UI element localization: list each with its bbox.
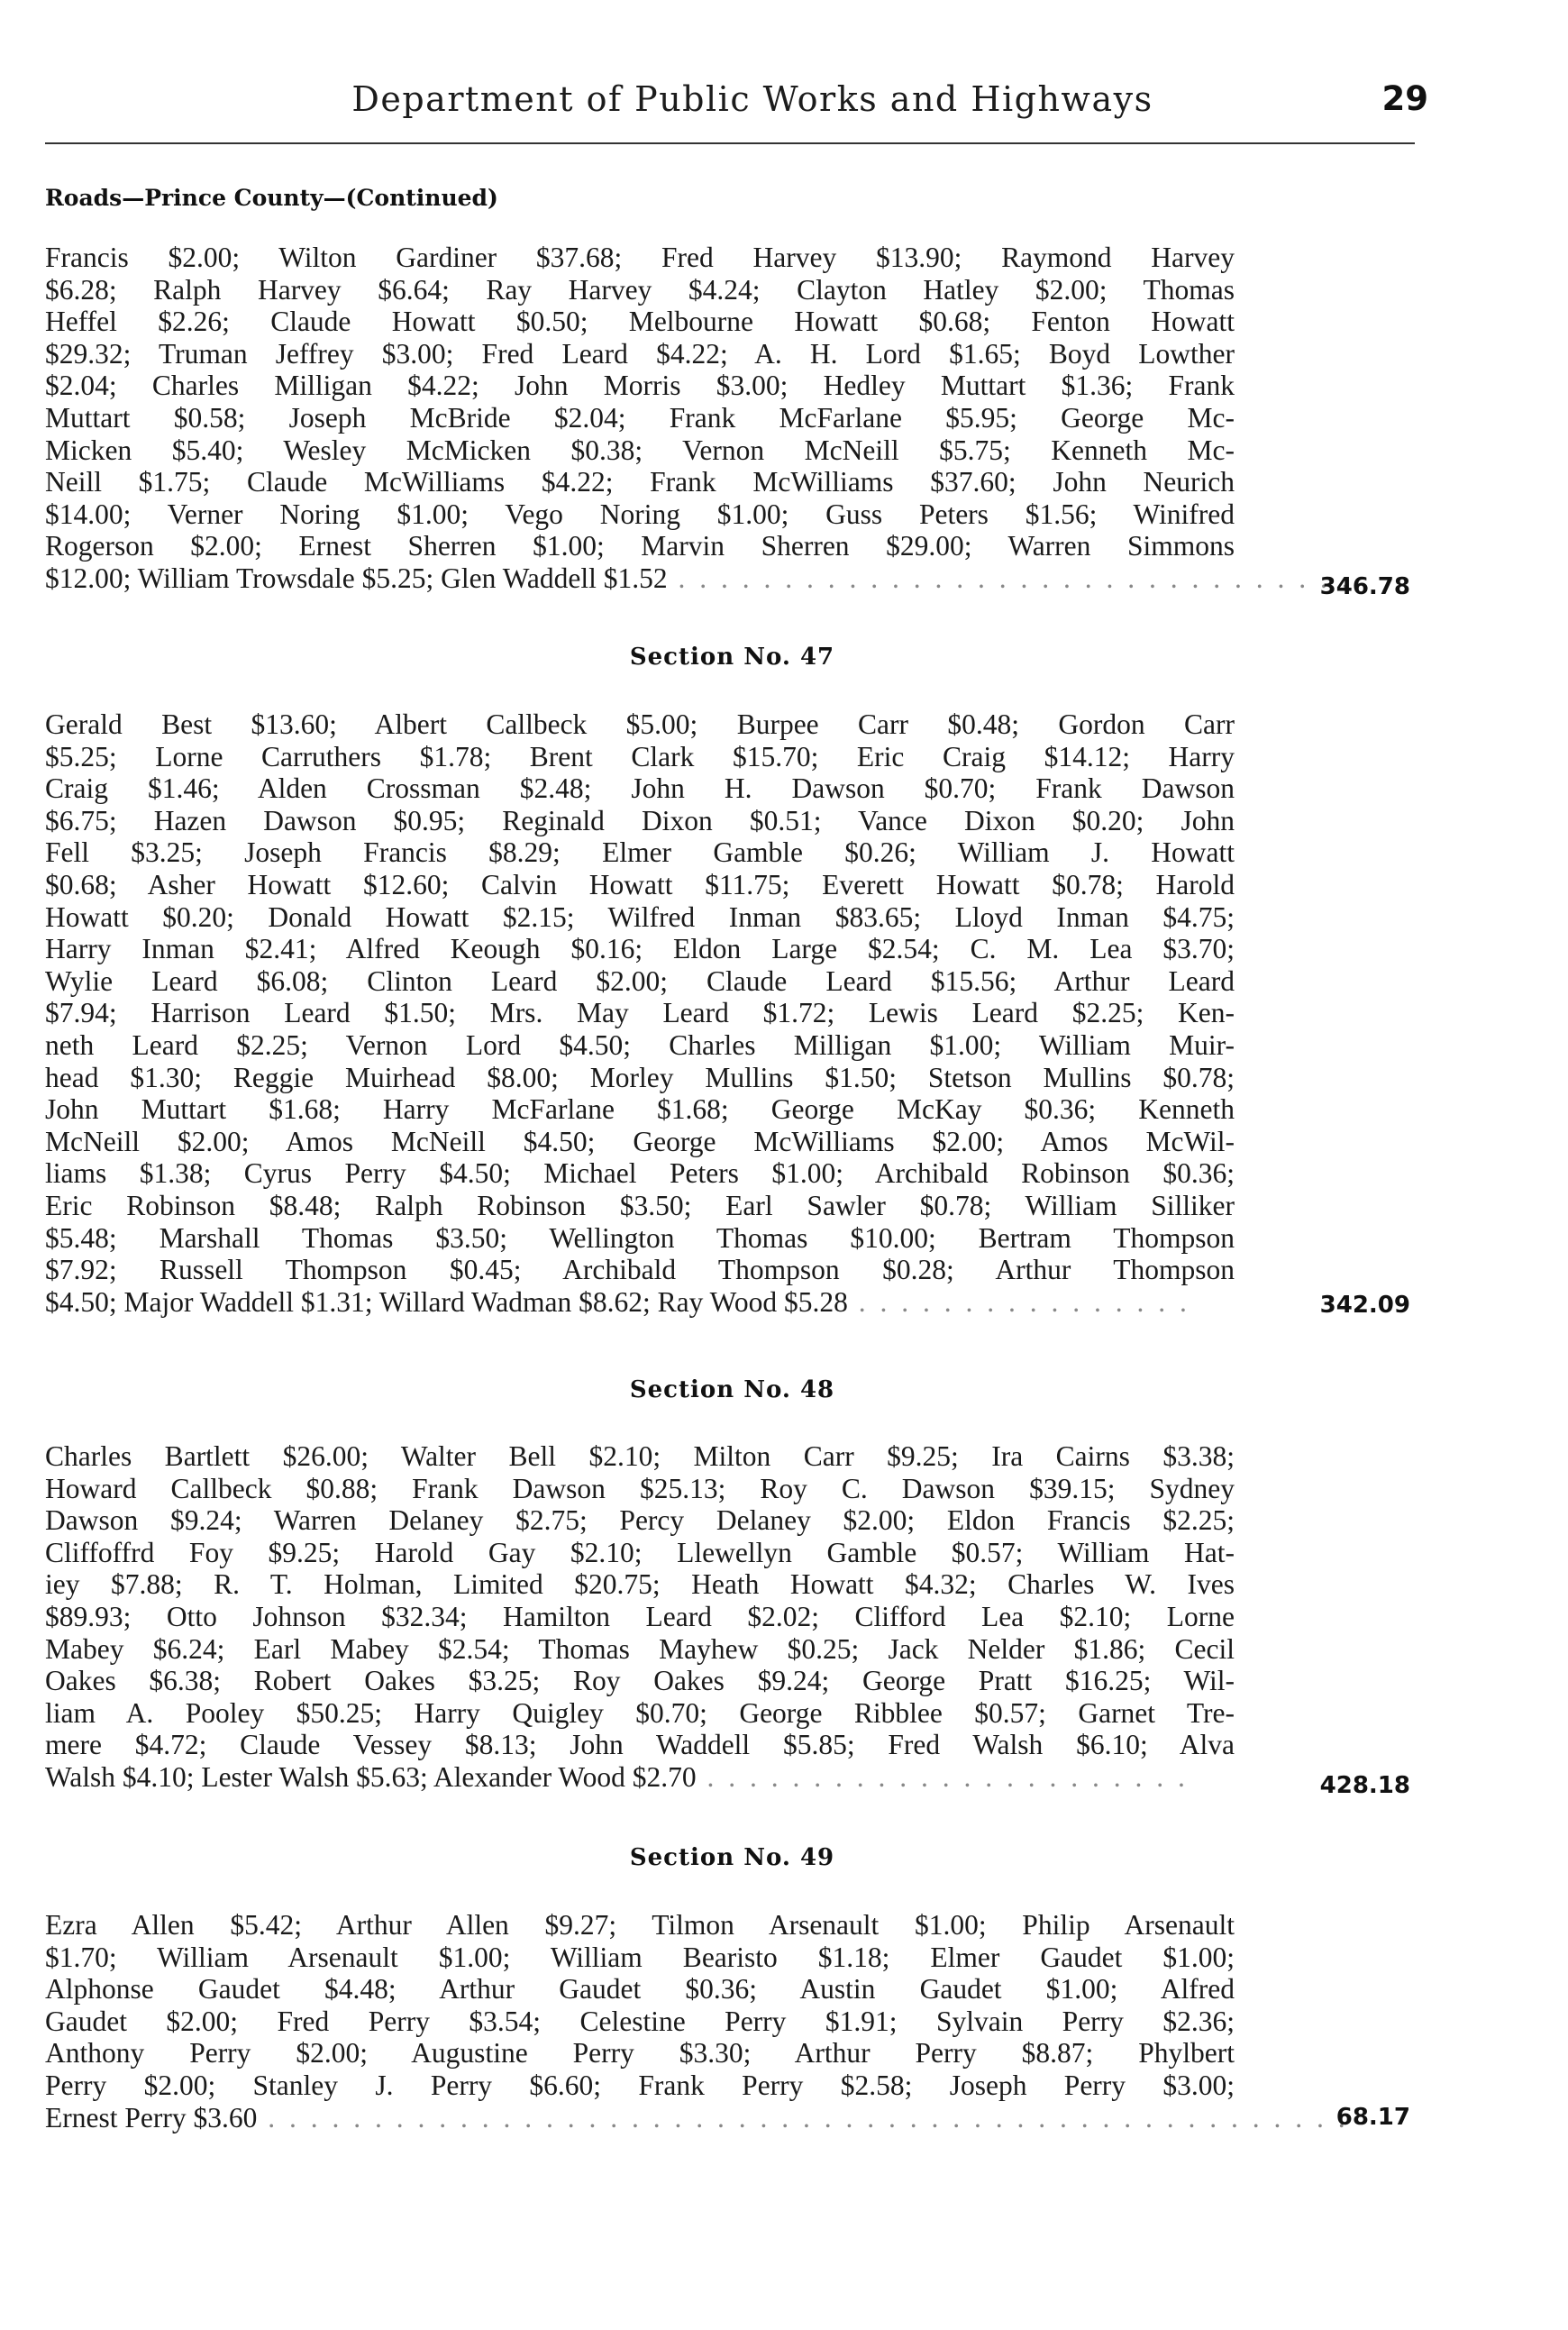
list-line: Neill $1.75; Claude McWilliams $4.22; Frank McWilliams $37.60; John Neurich — [45, 466, 1235, 498]
payee-list-continued — [45, 242, 1353, 595]
list-line: $7.94; Harrison Leard $1.50; Mrs. May Leard $1.72; Lewis Leard $2.25; Ken- — [45, 997, 1235, 1029]
list-line: Rogerson $2.00; Ernest Sherren $1.00; Marvin Sherren $29.00; Warren Simmons — [45, 530, 1235, 562]
list-line: $5.25; Lorne Carruthers $1.78; Brent Clark $15.70; Eric Craig $14.12; Harry — [45, 740, 1235, 772]
list-line: iey $7.88; R. T. Holman, Limited $20.75; Heath Howatt $4.32; Charles W. Ives — [45, 1568, 1235, 1601]
list-line: Fell $3.25; Joseph Francis $8.29; Elmer Gamble $0.26; William J. Howatt — [45, 836, 1235, 869]
list-line: Craig $1.46; Alden Crossman $2.48; John H. Dawson $0.70; Frank Dawson — [45, 772, 1235, 805]
list-line: Gerald Best $13.60; Albert Callbeck $5.00; Burpee Carr $0.48; Gordon Carr — [45, 708, 1235, 740]
list-line: Heffel $2.26; Claude Howatt $0.50; Melbourne Howatt $0.68; Fenton Howatt — [45, 306, 1235, 338]
list-line: $29.32; Truman Jeffrey $3.00; Fred Leard $4.22; A. H. Lord $1.65; Boyd Lowther — [45, 337, 1235, 370]
running-head: Roads—Prince County—(Continued) — [45, 185, 498, 211]
list-line: $5.48; Marshall Thomas $3.50; Wellington Thomas $10.00; Bertram Thompson — [45, 1221, 1235, 1254]
payee-list-section-49 — [45, 1909, 1349, 2134]
page-header — [45, 79, 1428, 142]
list-line-last: $12.00; William Trowsdale $5.25; Glen Waddell $1.52 . . . . . . . . . . . . . . . . . . . . . . . . . . . . . . . . — [45, 562, 1353, 594]
list-line: McNeill $2.00; Amos McNeill $4.50; George McWilliams $2.00; Amos McWil- — [45, 1125, 1235, 1157]
list-line: Charles Bartlett $26.00; Walter Bell $2.10; Milton Carr $9.25; Ira Cairns $3.38; — [45, 1440, 1235, 1472]
list-line: $0.68; Asher Howatt $12.60; Calvin Howatt $11.75; Everett Howatt $0.78; Harold — [45, 868, 1235, 900]
leader-dots: . . . . . . . . . . . . . . . . . . . . . . . . . . . . . . . . — [667, 562, 1353, 594]
list-line: Mabey $6.24; Earl Mabey $2.54; Thomas Mayhew $0.25; Jack Nelder $1.86; Cecil — [45, 1632, 1235, 1665]
list-line: Gaudet $2.00; Fred Perry $3.54; Celestine Perry $1.91; Sylvain Perry $2.36; — [45, 2005, 1235, 2037]
list-line: Anthony Perry $2.00; Augustine Perry $3.30; Arthur Perry $8.87; Phylbert — [45, 2037, 1235, 2070]
list-line: liams $1.38; Cyrus Perry $4.50; Michael Peters $1.00; Archibald Robinson $0.36; — [45, 1157, 1235, 1190]
list-line-last: Ernest Perry $3.60 . . . . . . . . . . . . . . . . . . . . . . . . . . . . . . . . . . . . . . . . . . . . . . . . . . . — [45, 2101, 1349, 2134]
list-line: Dawson $9.24; Warren Delaney $2.75; Percy Delaney $2.00; Eldon Francis $2.25; — [45, 1504, 1235, 1537]
leader-dots: . . . . . . . . . . . . . . . . . . . . . . . — [696, 1760, 1189, 1793]
section-total: 346.78 — [1319, 573, 1410, 600]
list-line: Cliffoffrd Foy $9.25; Harold Gay $2.10; Llewellyn Gamble $0.57; William Hat- — [45, 1536, 1235, 1568]
list-line: $6.28; Ralph Harvey $6.64; Ray Harvey $4.24; Clayton Hatley $2.00; Thomas — [45, 273, 1235, 306]
list-line: $6.75; Hazen Dawson $0.95; Reginald Dixon $0.51; Vance Dixon $0.20; John — [45, 804, 1235, 836]
payee-list-section-47 — [45, 708, 1235, 1318]
list-line: John Muttart $1.68; Harry McFarlane $1.68; George McKay $0.36; Kenneth — [45, 1093, 1235, 1126]
list-line: Muttart $0.58; Joseph McBride $2.04; Frank McFarlane $5.95; George Mc- — [45, 401, 1235, 434]
list-line: $14.00; Verner Noring $1.00; Vego Noring $1.00; Guss Peters $1.56; Winifred — [45, 498, 1235, 530]
section-total: 342.09 — [1319, 1292, 1410, 1319]
list-line: Alphonse Gaudet $4.48; Arthur Gaudet $0.36; Austin Gaudet $1.00; Alfred — [45, 1973, 1235, 2006]
page-title: Department of Public Works and Highways — [351, 79, 1153, 119]
list-line: Wylie Leard $6.08; Clinton Leard $2.00; Claude Leard $15.56; Arthur Leard — [45, 964, 1235, 997]
section-heading: Section No. 47 — [629, 644, 835, 671]
section-total: 68.17 — [1336, 2104, 1410, 2131]
section-heading: Section No. 48 — [629, 1376, 835, 1403]
list-line: head $1.30; Reggie Muirhead $8.00; Morley Mullins $1.50; Stetson Mullins $0.78; — [45, 1061, 1235, 1093]
list-line: Perry $2.00; Stanley J. Perry $6.60; Frank Perry $2.58; Joseph Perry $3.00; — [45, 2069, 1235, 2101]
list-line: $89.93; Otto Johnson $32.34; Hamilton Leard $2.02; Clifford Lea $2.10; Lorne — [45, 1600, 1235, 1632]
list-line-last: Walsh $4.10; Lester Walsh $5.63; Alexander Wood $2.70 . . . . . . . . . . . . . . . . . . . . . . . — [45, 1760, 1189, 1793]
section-heading: Section No. 49 — [629, 1844, 835, 1871]
list-line: $2.04; Charles Milligan $4.22; John Morris $3.00; Hedley Muttart $1.36; Frank — [45, 370, 1235, 402]
list-line: neth Leard $2.25; Vernon Lord $4.50; Charles Milligan $1.00; William Muir- — [45, 1028, 1235, 1061]
list-line: Ezra Allen $5.42; Arthur Allen $9.27; Tilmon Arsenault $1.00; Philip Arsenault — [45, 1909, 1235, 1941]
page-number: 29 — [1381, 79, 1428, 118]
list-line: liam A. Pooley $50.25; Harry Quigley $0.70; George Ribblee $0.57; Garnet Tre- — [45, 1696, 1235, 1729]
list-line: mere $4.72; Claude Vessey $8.13; John Waddell $5.85; Fred Walsh $6.10; Alva — [45, 1729, 1235, 1761]
list-line: Oakes $6.38; Robert Oakes $3.25; Roy Oakes $9.24; George Pratt $16.25; Wil- — [45, 1665, 1235, 1697]
header-rule — [45, 142, 1415, 144]
list-line: Howatt $0.20; Donald Howatt $2.15; Wilfred Inman $83.65; Lloyd Inman $4.75; — [45, 900, 1235, 933]
leader-dots: . . . . . . . . . . . . . . . . . . . . . . . . . . . . . . . . . . . . . . . . . . . . . . . . . . . — [257, 2101, 1349, 2134]
list-line: Harry Inman $2.41; Alfred Keough $0.16; Eldon Large $2.54; C. M. Lea $3.70; — [45, 933, 1235, 965]
list-line: Micken $5.40; Wesley McMicken $0.38; Vernon McNeill $5.75; Kenneth Mc- — [45, 434, 1235, 466]
section-total: 428.18 — [1319, 1772, 1410, 1799]
list-line: Howard Callbeck $0.88; Frank Dawson $25.13; Roy C. Dawson $39.15; Sydney — [45, 1472, 1235, 1504]
leader-dots: . . . . . . . . . . . . . . . . — [847, 1285, 1190, 1318]
list-line-last: $4.50; Major Waddell $1.31; Willard Wadman $8.62; Ray Wood $5.28 . . . . . . . . . . . . . . . . — [45, 1285, 1190, 1318]
list-line: $7.92; Russell Thompson $0.45; Archibald Thompson $0.28; Arthur Thompson — [45, 1254, 1235, 1286]
list-line: Eric Robinson $8.48; Ralph Robinson $3.50; Earl Sawler $0.78; William Silliker — [45, 1189, 1235, 1221]
list-line: Francis $2.00; Wilton Gardiner $37.68; Fred Harvey $13.90; Raymond Harvey — [45, 242, 1235, 273]
list-line: $1.70; William Arsenault $1.00; William Bearisto $1.18; Elmer Gaudet $1.00; — [45, 1941, 1235, 1973]
payee-list-section-48 — [45, 1440, 1235, 1794]
